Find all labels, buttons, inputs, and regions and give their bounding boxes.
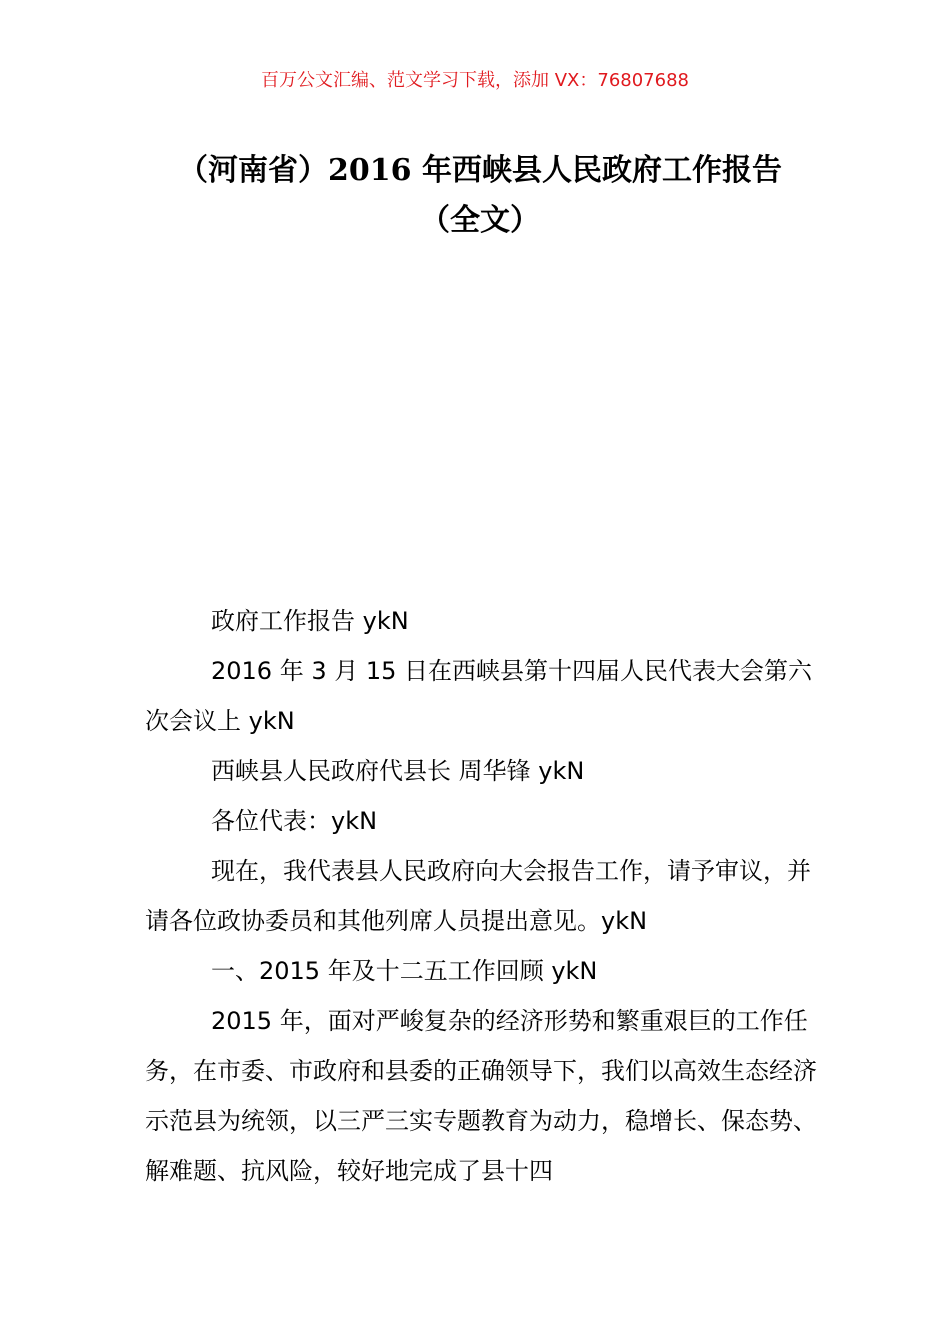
report-label: 政府工作报告 ykN	[211, 607, 409, 635]
document-body	[145, 596, 830, 1196]
review-paragraph: 2015 年，面对严峻复杂的经济形势和繁重艰巨的工作任务，在市委、市政府和县委的正确领导下，我们以高效生态经济示范县为统领，以三严三实专题教育为动力，稳增长、保态势、解难题、抗风险，较好地完成了县十四	[145, 1007, 817, 1185]
meeting-date-line: 2016 年 3 月 15 日在西峡县第十四届人民代表大会第六次会议上 ykN	[145, 657, 813, 735]
section-heading: 一、2015 年及十二五工作回顾 ykN	[211, 957, 598, 985]
header-note: 百万公文汇编、范文学习下载，添加 VX：76807688	[261, 70, 689, 91]
salutation: 各位代表：ykN	[211, 807, 378, 835]
speaker-line: 西峡县人民政府代县长 周华锋 ykN	[211, 757, 585, 785]
opening-paragraph: 现在，我代表县人民政府向大会报告工作，请予审议，并请各位政协委员和其他列席人员提出意见。ykN	[145, 857, 811, 935]
document-title: （河南省）2016 年西峡县人民政府工作报告（全文）	[178, 153, 782, 238]
